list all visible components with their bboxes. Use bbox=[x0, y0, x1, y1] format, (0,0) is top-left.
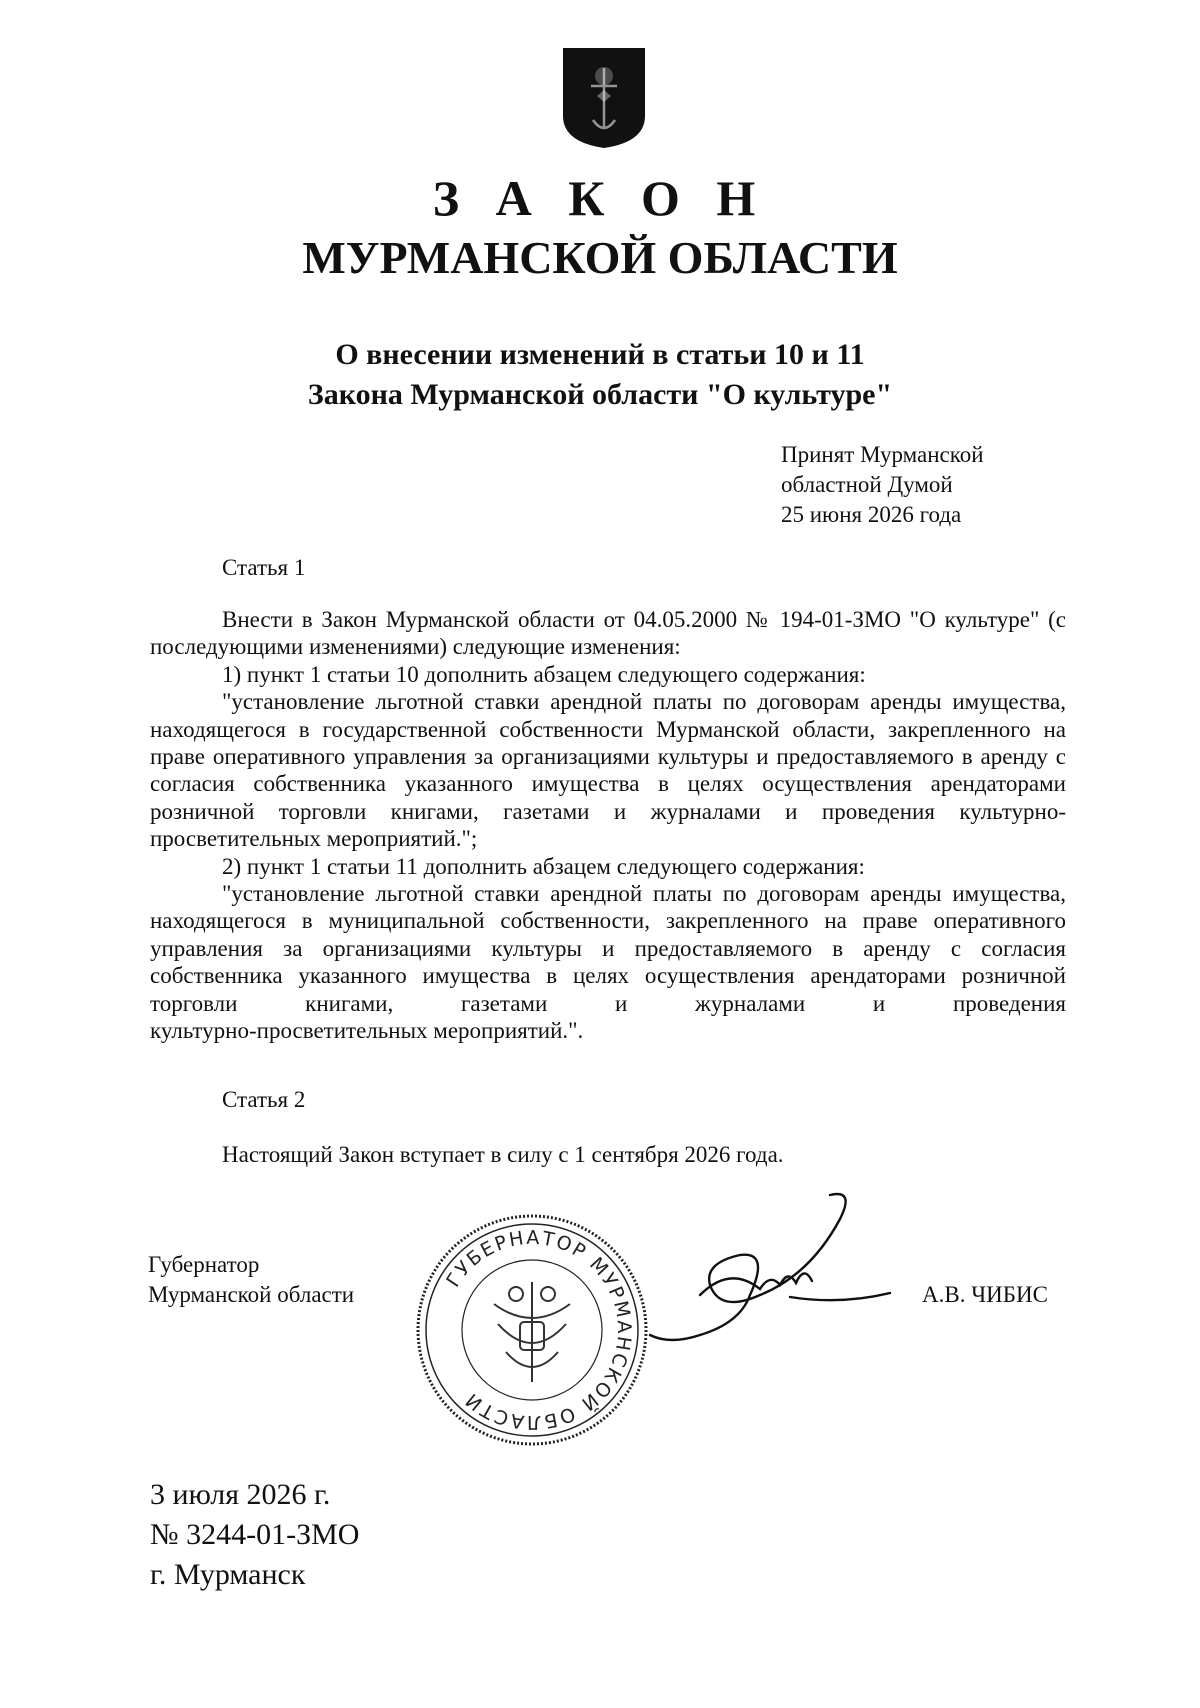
article-1-paragraph: "установление льготной ставки арендной платы по договорам аренды имущества, находящегося в государственной собственности Мурманской области, закрепленного на праве оперативного управления за организациями культуры и предоставляемого в аренду с согласия собственника указанного имущества в целях осуществления арендаторами розничной торговли книгами, газетами и журналами и проведения культурно-просветительных мероприятий."; bbox=[150, 689, 1066, 852]
article-1-paragraph: культурно-просветительных мероприятий.". bbox=[150, 1018, 584, 1044]
law-number: № 3244-01-ЗМО bbox=[150, 1518, 360, 1551]
law-subtitle bbox=[0, 335, 1200, 415]
signatory-title-line-2: Мурманской области bbox=[148, 1282, 355, 1307]
article-2-heading: Статья 2 bbox=[222, 1087, 306, 1112]
signing-date: 3 июля 2026 г. bbox=[150, 1478, 331, 1511]
signatory-name: А.В. ЧИБИС bbox=[922, 1282, 1048, 1307]
signatory-title bbox=[148, 1250, 354, 1310]
coat-of-arms-emblem bbox=[561, 46, 647, 150]
law-footer bbox=[150, 1475, 359, 1595]
document-type-title: З А К О Н bbox=[432, 170, 768, 226]
signatory-title-line-1: Губернатор bbox=[148, 1252, 260, 1277]
adoption-note bbox=[781, 440, 984, 530]
subtitle-line-1: О внесении изменений в статьи 10 и 11 bbox=[335, 338, 865, 371]
article-1-heading: Статья 1 bbox=[222, 555, 306, 580]
adoption-line-2: областной Думой bbox=[781, 472, 953, 497]
article-1-paragraph: "установление льготной ставки арендной платы по договорам аренды имущества, находящегося в муниципальной собственности, закрепленного на праве оперативного управления за организациями культуры и предоставляемого в аренду с согласия собственника указанного имущества в целях осуществления арендаторами розничной торговли книгами, газетами и журналами и проведения bbox=[150, 881, 1066, 1016]
article-1-paragraph: 1) пункт 1 статьи 10 дополнить абзацем следующего содержания: bbox=[222, 661, 866, 687]
article-1-paragraph: 2) пункт 1 статьи 11 дополнить абзацем следующего содержания: bbox=[222, 853, 865, 879]
article-1-paragraph: Внести в Закон Мурманской области от 04.05.2000 № 194-01-ЗМО "О культуре" (с последующими изменениями) следующие изменения: bbox=[150, 607, 1066, 660]
region-title: МУРМАНСКОЙ ОБЛАСТИ bbox=[302, 232, 898, 283]
signing-city: г. Мурманск bbox=[150, 1558, 306, 1591]
subtitle-line-2: Закона Мурманской области "О культуре" bbox=[307, 378, 893, 411]
adoption-line-3: 25 июня 2026 года bbox=[781, 502, 962, 527]
adoption-line-1: Принят Мурманской bbox=[781, 442, 984, 467]
svg-text:ГУБЕРНАТОР МУРМАНСКОЙ ОБЛАСТИ: ГУБЕРНАТОР МУРМАНСКОЙ ОБЛАСТИ bbox=[442, 1226, 636, 1434]
article-1-body bbox=[150, 606, 1066, 1045]
handwritten-signature bbox=[640, 1185, 910, 1355]
article-2-text: Настоящий Закон вступает в силу с 1 сентября 2026 года. bbox=[222, 1142, 784, 1167]
official-seal-stamp bbox=[414, 1212, 650, 1448]
